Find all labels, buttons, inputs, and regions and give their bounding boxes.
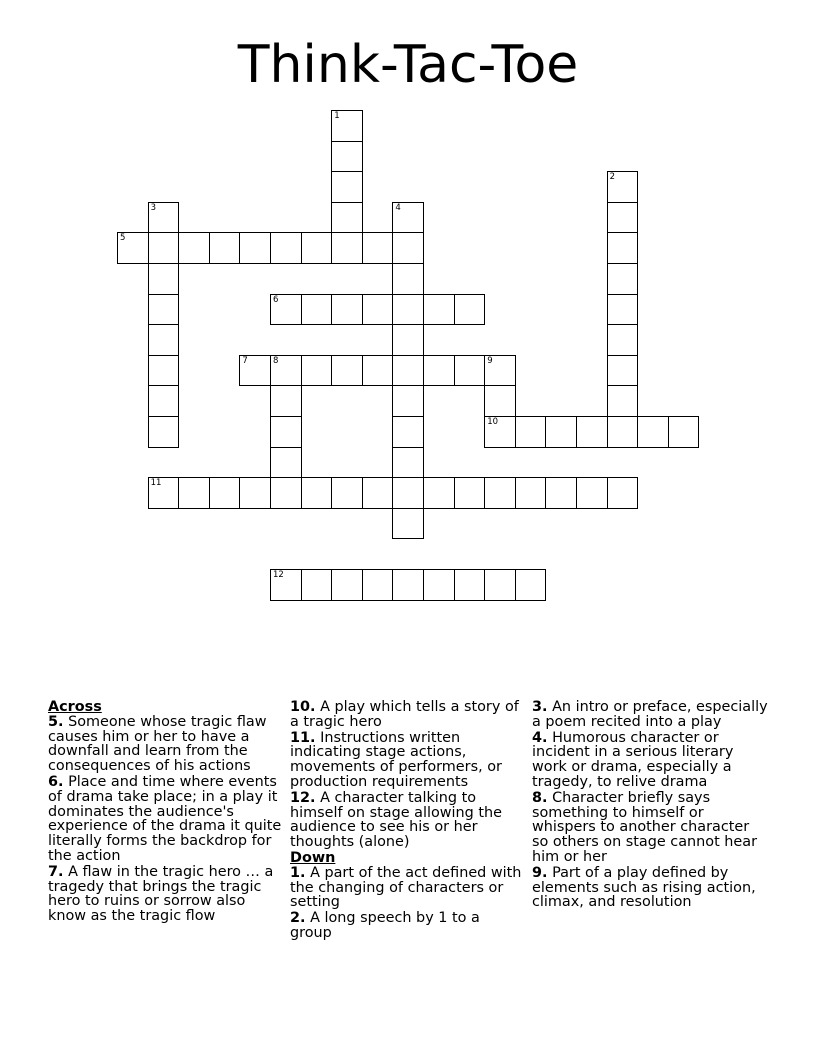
grid-cell[interactable] <box>209 477 241 509</box>
grid-cell[interactable] <box>515 416 547 448</box>
clues-column-2 <box>290 700 522 942</box>
grid-cell[interactable] <box>148 202 180 234</box>
grid-cell[interactable] <box>392 416 424 448</box>
cell-number: 5 <box>120 233 126 244</box>
grid-cell[interactable] <box>270 416 302 448</box>
grid-cell[interactable] <box>545 477 577 509</box>
grid-cell[interactable] <box>607 232 639 264</box>
cell-number: 4 <box>395 202 401 213</box>
grid-cell[interactable] <box>454 294 486 326</box>
grid-cell[interactable] <box>392 294 424 326</box>
grid-cell[interactable] <box>484 355 516 387</box>
grid-cell[interactable] <box>423 569 455 601</box>
grid-cell[interactable] <box>392 508 424 540</box>
page-title: Think-Tac-Toe <box>237 35 579 95</box>
grid-cell[interactable] <box>270 477 302 509</box>
grid-cell[interactable] <box>392 324 424 356</box>
clue-down-2: 2. A long speech by 1 to a group <box>290 910 480 941</box>
grid-cell[interactable] <box>423 294 455 326</box>
grid-cell[interactable] <box>392 202 424 234</box>
cell-number: 3 <box>150 202 157 213</box>
grid-cell[interactable] <box>148 385 180 417</box>
grid-cell[interactable] <box>148 324 180 356</box>
grid-cell[interactable] <box>454 355 486 387</box>
cell-number: 11 <box>150 478 162 489</box>
grid-cell[interactable] <box>148 294 180 326</box>
clue-down-3: 3. An intro or preface, especially a poem recited into a play <box>532 699 768 730</box>
grid-cell[interactable] <box>668 416 700 448</box>
grid-cell[interactable] <box>362 232 394 264</box>
cell-number: 1 <box>334 111 340 121</box>
grid-cell[interactable] <box>362 569 394 601</box>
grid-cell[interactable] <box>637 416 669 448</box>
grid-cell[interactable] <box>270 385 302 417</box>
grid-cell[interactable] <box>362 294 394 326</box>
grid-cell[interactable] <box>270 569 302 601</box>
down-heading: Down <box>290 849 336 866</box>
grid-cell[interactable] <box>423 355 455 387</box>
clue-across-10: 10. A play which tells a story of a tragic hero <box>290 699 519 730</box>
grid-cell[interactable] <box>239 355 271 387</box>
grid-cell[interactable] <box>301 232 333 264</box>
grid-cell[interactable] <box>331 355 363 387</box>
grid-cell[interactable] <box>178 477 210 509</box>
grid-cell[interactable] <box>576 477 608 509</box>
grid-cell[interactable] <box>392 569 424 601</box>
grid-cell[interactable] <box>607 385 639 417</box>
grid-cell[interactable] <box>423 477 455 509</box>
grid-cell[interactable] <box>392 232 424 264</box>
grid-cell[interactable] <box>607 171 639 203</box>
grid-cell[interactable] <box>270 355 302 387</box>
cell-number: 7 <box>242 355 248 366</box>
grid-cell[interactable] <box>239 477 271 509</box>
grid-cell[interactable] <box>301 569 333 601</box>
clues-column-1 <box>48 700 284 925</box>
clue-down-4: 4. Humorous character or incident in a serious literary work or drama, especially a tragedy, to relive drama <box>532 729 734 790</box>
clue-down-1: 1. A part of the act defined with the changing of characters or setting <box>290 864 522 911</box>
grid-cell[interactable] <box>270 447 302 479</box>
grid-cell[interactable] <box>607 263 639 295</box>
grid-cell[interactable] <box>362 477 394 509</box>
grid-cell[interactable] <box>331 110 363 142</box>
cell-number: 9 <box>487 355 493 366</box>
grid-cell[interactable] <box>454 569 486 601</box>
clue-down-8: 8. Character briefly says something to himself or whispers to another character so others on stage cannot hear him or her <box>532 789 758 865</box>
grid-cell[interactable] <box>301 294 333 326</box>
grid-cell[interactable] <box>148 263 180 295</box>
grid-cell[interactable] <box>331 141 363 173</box>
grid-cell[interactable] <box>515 569 547 601</box>
grid-cell[interactable] <box>484 416 516 448</box>
grid-cell[interactable] <box>301 355 333 387</box>
grid-cell[interactable] <box>454 477 486 509</box>
cell-number: 6 <box>273 294 279 305</box>
grid-cell[interactable] <box>484 477 516 509</box>
grid-cell[interactable] <box>484 385 516 417</box>
clue-across-5: 5. Someone whose tragic flaw causes him or her to have a downfall and learn from the consequences of his actions <box>48 713 267 775</box>
grid-cell[interactable] <box>392 263 424 295</box>
grid-cell[interactable] <box>607 202 639 234</box>
grid-cell[interactable] <box>178 232 210 264</box>
grid-cell[interactable] <box>331 232 363 264</box>
grid-cell[interactable] <box>331 569 363 601</box>
grid-cell[interactable] <box>362 355 394 387</box>
grid-cell[interactable] <box>331 171 363 203</box>
clue-across-11: 11. Instructions written indicating stage actions, movements of performers, or production requirements <box>290 729 502 790</box>
grid-cell[interactable] <box>392 355 424 387</box>
grid-cell[interactable] <box>392 385 424 417</box>
clue-across-12: 12. A character talking to himself on stage allowing the audience to see his or her thoughts (alone) <box>290 789 502 851</box>
grid-cell[interactable] <box>545 416 577 448</box>
grid-cell[interactable] <box>301 477 333 509</box>
grid-cell[interactable] <box>331 202 363 234</box>
grid-cell[interactable] <box>209 232 241 264</box>
grid-cell[interactable] <box>270 232 302 264</box>
cell-number: 8 <box>273 355 279 366</box>
grid-cell[interactable] <box>148 416 180 448</box>
clue-down-9: 9. Part of a play defined by elements such as rising action, climax, and resolution <box>532 864 756 911</box>
cell-number: 10 <box>487 417 499 427</box>
cell-number: 2 <box>609 172 616 183</box>
grid-cell[interactable] <box>117 232 149 264</box>
grid-cell[interactable] <box>515 477 547 509</box>
grid-cell[interactable] <box>484 569 516 601</box>
grid-cell[interactable] <box>148 477 180 509</box>
grid-cell[interactable] <box>331 294 363 326</box>
grid-cell[interactable] <box>607 294 639 326</box>
grid-cell[interactable] <box>239 232 271 264</box>
grid-cell[interactable] <box>576 416 608 448</box>
grid-cell[interactable] <box>607 416 639 448</box>
grid-cell[interactable] <box>148 232 180 264</box>
grid-cell[interactable] <box>607 477 639 509</box>
clue-across-7: 7. A flaw in the tragic hero … a tragedy that brings the tragic hero to ruins or sorrow also know as the tragic flow <box>48 863 274 925</box>
grid-cell[interactable] <box>392 447 424 479</box>
grid-cell[interactable] <box>607 355 639 387</box>
clues-column-3 <box>532 700 768 911</box>
cell-number: 12 <box>273 570 284 580</box>
grid-cell[interactable] <box>148 355 180 387</box>
clue-across-6: 6. Place and time where events of drama take place; in a play it dominates the audience's experience of the drama it quite literally forms the backdrop for the action <box>48 773 282 864</box>
grid-cell[interactable] <box>607 324 639 356</box>
across-heading: Across <box>48 699 102 715</box>
grid-cell[interactable] <box>331 477 363 509</box>
grid-cell[interactable] <box>270 294 302 326</box>
grid-cell[interactable] <box>392 477 424 509</box>
